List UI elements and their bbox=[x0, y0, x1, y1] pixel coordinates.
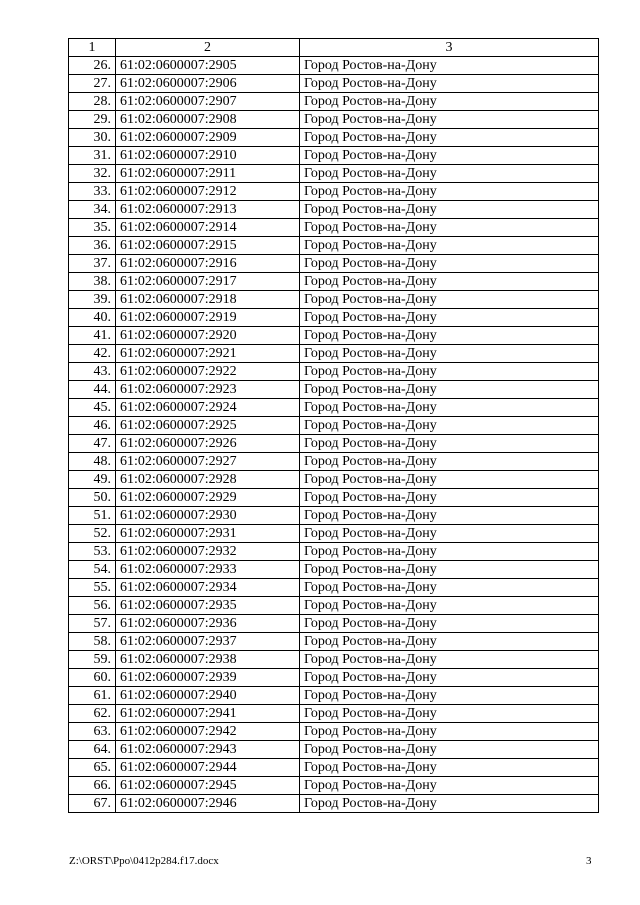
table-row bbox=[69, 129, 599, 147]
row-number-cell: 28. bbox=[69, 93, 116, 111]
table-row bbox=[69, 57, 599, 75]
cadastral-number-cell: 61:02:0600007:2928 bbox=[116, 471, 300, 489]
cadastral-number-cell: 61:02:0600007:2944 bbox=[116, 759, 300, 777]
table-row bbox=[69, 417, 599, 435]
table-row bbox=[69, 93, 599, 111]
cadastral-number-cell: 61:02:0600007:2926 bbox=[116, 435, 300, 453]
row-number-cell: 44. bbox=[69, 381, 116, 399]
cadastral-number-cell: 61:02:0600007:2932 bbox=[116, 543, 300, 561]
row-number-cell: 32. bbox=[69, 165, 116, 183]
location-cell: Город Ростов-на-Дону bbox=[300, 219, 599, 237]
location-cell: Город Ростов-на-Дону bbox=[300, 111, 599, 129]
location-cell: Город Ростов-на-Дону bbox=[300, 255, 599, 273]
row-number-cell: 40. bbox=[69, 309, 116, 327]
row-number-cell: 60. bbox=[69, 669, 116, 687]
cadastral-number-cell: 61:02:0600007:2931 bbox=[116, 525, 300, 543]
location-cell: Город Ростов-на-Дону bbox=[300, 201, 599, 219]
location-cell: Город Ростов-на-Дону bbox=[300, 669, 599, 687]
row-number-cell: 51. bbox=[69, 507, 116, 525]
footer-file-path: Z:\ORST\Ppo\0412p284.f17.docx bbox=[69, 855, 219, 867]
table-row bbox=[69, 165, 599, 183]
table-row bbox=[69, 597, 599, 615]
table-row bbox=[69, 75, 599, 93]
table-row bbox=[69, 651, 599, 669]
table-row bbox=[69, 255, 599, 273]
row-number-cell: 39. bbox=[69, 291, 116, 309]
location-cell: Город Ростов-на-Дону bbox=[300, 489, 599, 507]
location-cell: Город Ростов-на-Дону bbox=[300, 399, 599, 417]
row-number-cell: 41. bbox=[69, 327, 116, 345]
cadastral-number-cell: 61:02:0600007:2933 bbox=[116, 561, 300, 579]
table-row bbox=[69, 615, 599, 633]
row-number-cell: 52. bbox=[69, 525, 116, 543]
row-number-cell: 49. bbox=[69, 471, 116, 489]
location-cell: Город Ростов-на-Дону bbox=[300, 741, 599, 759]
table-row bbox=[69, 543, 599, 561]
table-row bbox=[69, 525, 599, 543]
cadastral-number-cell: 61:02:0600007:2925 bbox=[116, 417, 300, 435]
row-number-cell: 38. bbox=[69, 273, 116, 291]
location-cell: Город Ростов-на-Дону bbox=[300, 543, 599, 561]
cadastral-number-cell: 61:02:0600007:2922 bbox=[116, 363, 300, 381]
table-row bbox=[69, 327, 599, 345]
row-number-cell: 33. bbox=[69, 183, 116, 201]
row-number-cell: 65. bbox=[69, 759, 116, 777]
cadastral-number-cell: 61:02:0600007:2906 bbox=[116, 75, 300, 93]
cadastral-number-cell: 61:02:0600007:2918 bbox=[116, 291, 300, 309]
row-number-cell: 55. bbox=[69, 579, 116, 597]
table-row bbox=[69, 273, 599, 291]
location-cell: Город Ростов-на-Дону bbox=[300, 687, 599, 705]
location-cell: Город Ростов-на-Дону bbox=[300, 417, 599, 435]
table-row bbox=[69, 579, 599, 597]
table-row bbox=[69, 489, 599, 507]
cadastral-number-cell: 61:02:0600007:2912 bbox=[116, 183, 300, 201]
row-number-cell: 43. bbox=[69, 363, 116, 381]
row-number-cell: 66. bbox=[69, 777, 116, 795]
row-number-cell: 63. bbox=[69, 723, 116, 741]
cadastral-number-cell: 61:02:0600007:2905 bbox=[116, 57, 300, 75]
location-cell: Город Ростов-на-Дону bbox=[300, 561, 599, 579]
cadastral-number-cell: 61:02:0600007:2921 bbox=[116, 345, 300, 363]
cadastral-number-cell: 61:02:0600007:2913 bbox=[116, 201, 300, 219]
row-number-cell: 30. bbox=[69, 129, 116, 147]
table-row bbox=[69, 399, 599, 417]
parcel-table-body bbox=[69, 39, 599, 813]
location-cell: Город Ростов-на-Дону bbox=[300, 327, 599, 345]
cadastral-number-cell: 61:02:0600007:2937 bbox=[116, 633, 300, 651]
location-cell: Город Ростов-на-Дону bbox=[300, 363, 599, 381]
table-row bbox=[69, 309, 599, 327]
location-cell: Город Ростов-на-Дону bbox=[300, 237, 599, 255]
table-row bbox=[69, 381, 599, 399]
location-cell: Город Ростов-на-Дону bbox=[300, 291, 599, 309]
location-cell: Город Ростов-на-Дону bbox=[300, 273, 599, 291]
location-cell: Город Ростов-на-Дону bbox=[300, 345, 599, 363]
header-cell-location: 3 bbox=[300, 39, 599, 57]
table-row bbox=[69, 741, 599, 759]
table-row bbox=[69, 435, 599, 453]
cadastral-number-cell: 61:02:0600007:2935 bbox=[116, 597, 300, 615]
cadastral-number-cell: 61:02:0600007:2930 bbox=[116, 507, 300, 525]
location-cell: Город Ростов-на-Дону bbox=[300, 525, 599, 543]
table-row bbox=[69, 201, 599, 219]
table-row bbox=[69, 345, 599, 363]
table-row bbox=[69, 561, 599, 579]
cadastral-number-cell: 61:02:0600007:2911 bbox=[116, 165, 300, 183]
footer-page-number: 3 bbox=[586, 855, 592, 867]
row-number-cell: 29. bbox=[69, 111, 116, 129]
table-row bbox=[69, 183, 599, 201]
location-cell: Город Ростов-на-Дону bbox=[300, 795, 599, 813]
cadastral-number-cell: 61:02:0600007:2917 bbox=[116, 273, 300, 291]
location-cell: Город Ростов-на-Дону bbox=[300, 723, 599, 741]
parcel-table bbox=[68, 38, 599, 813]
location-cell: Город Ростов-на-Дону bbox=[300, 759, 599, 777]
cadastral-number-cell: 61:02:0600007:2936 bbox=[116, 615, 300, 633]
location-cell: Город Ростов-на-Дону bbox=[300, 615, 599, 633]
row-number-cell: 27. bbox=[69, 75, 116, 93]
row-number-cell: 59. bbox=[69, 651, 116, 669]
location-cell: Город Ростов-на-Дону bbox=[300, 471, 599, 489]
row-number-cell: 48. bbox=[69, 453, 116, 471]
cadastral-number-cell: 61:02:0600007:2934 bbox=[116, 579, 300, 597]
location-cell: Город Ростов-на-Дону bbox=[300, 129, 599, 147]
row-number-cell: 31. bbox=[69, 147, 116, 165]
row-number-cell: 53. bbox=[69, 543, 116, 561]
row-number-cell: 45. bbox=[69, 399, 116, 417]
row-number-cell: 56. bbox=[69, 597, 116, 615]
cadastral-number-cell: 61:02:0600007:2919 bbox=[116, 309, 300, 327]
table-row bbox=[69, 705, 599, 723]
location-cell: Город Ростов-на-Дону bbox=[300, 309, 599, 327]
table-row bbox=[69, 111, 599, 129]
location-cell: Город Ростов-на-Дону bbox=[300, 777, 599, 795]
row-number-cell: 46. bbox=[69, 417, 116, 435]
location-cell: Город Ростов-на-Дону bbox=[300, 75, 599, 93]
location-cell: Город Ростов-на-Дону bbox=[300, 705, 599, 723]
table-row bbox=[69, 237, 599, 255]
location-cell: Город Ростов-на-Дону bbox=[300, 165, 599, 183]
location-cell: Город Ростов-на-Дону bbox=[300, 381, 599, 399]
location-cell: Город Ростов-на-Дону bbox=[300, 183, 599, 201]
cadastral-number-cell: 61:02:0600007:2942 bbox=[116, 723, 300, 741]
table-row bbox=[69, 669, 599, 687]
row-number-cell: 50. bbox=[69, 489, 116, 507]
cadastral-number-cell: 61:02:0600007:2920 bbox=[116, 327, 300, 345]
row-number-cell: 35. bbox=[69, 219, 116, 237]
cadastral-number-cell: 61:02:0600007:2908 bbox=[116, 111, 300, 129]
row-number-cell: 54. bbox=[69, 561, 116, 579]
cadastral-number-cell: 61:02:0600007:2938 bbox=[116, 651, 300, 669]
cadastral-number-cell: 61:02:0600007:2943 bbox=[116, 741, 300, 759]
table-row bbox=[69, 795, 599, 813]
cadastral-number-cell: 61:02:0600007:2909 bbox=[116, 129, 300, 147]
cadastral-number-cell: 61:02:0600007:2907 bbox=[116, 93, 300, 111]
cadastral-number-cell: 61:02:0600007:2946 bbox=[116, 795, 300, 813]
header-cell-cadastral: 2 bbox=[116, 39, 300, 57]
location-cell: Город Ростов-на-Дону bbox=[300, 435, 599, 453]
row-number-cell: 26. bbox=[69, 57, 116, 75]
row-number-cell: 34. bbox=[69, 201, 116, 219]
cadastral-number-cell: 61:02:0600007:2923 bbox=[116, 381, 300, 399]
table-row bbox=[69, 291, 599, 309]
table-row bbox=[69, 759, 599, 777]
row-number-cell: 62. bbox=[69, 705, 116, 723]
location-cell: Город Ростов-на-Дону bbox=[300, 579, 599, 597]
cadastral-number-cell: 61:02:0600007:2945 bbox=[116, 777, 300, 795]
location-cell: Город Ростов-на-Дону bbox=[300, 147, 599, 165]
row-number-cell: 67. bbox=[69, 795, 116, 813]
table-row bbox=[69, 147, 599, 165]
cadastral-number-cell: 61:02:0600007:2924 bbox=[116, 399, 300, 417]
table-row bbox=[69, 723, 599, 741]
cadastral-number-cell: 61:02:0600007:2910 bbox=[116, 147, 300, 165]
location-cell: Город Ростов-на-Дону bbox=[300, 597, 599, 615]
location-cell: Город Ростов-на-Дону bbox=[300, 453, 599, 471]
table-row bbox=[69, 507, 599, 525]
row-number-cell: 64. bbox=[69, 741, 116, 759]
cadastral-number-cell: 61:02:0600007:2927 bbox=[116, 453, 300, 471]
header-cell-number: 1 bbox=[69, 39, 116, 57]
cadastral-number-cell: 61:02:0600007:2929 bbox=[116, 489, 300, 507]
cadastral-number-cell: 61:02:0600007:2939 bbox=[116, 669, 300, 687]
cadastral-number-cell: 61:02:0600007:2915 bbox=[116, 237, 300, 255]
table-row bbox=[69, 219, 599, 237]
row-number-cell: 36. bbox=[69, 237, 116, 255]
cadastral-number-cell: 61:02:0600007:2914 bbox=[116, 219, 300, 237]
location-cell: Город Ростов-на-Дону bbox=[300, 507, 599, 525]
row-number-cell: 58. bbox=[69, 633, 116, 651]
row-number-cell: 61. bbox=[69, 687, 116, 705]
location-cell: Город Ростов-на-Дону bbox=[300, 57, 599, 75]
location-cell: Город Ростов-на-Дону bbox=[300, 93, 599, 111]
table-row bbox=[69, 453, 599, 471]
row-number-cell: 37. bbox=[69, 255, 116, 273]
table-row bbox=[69, 633, 599, 651]
cadastral-number-cell: 61:02:0600007:2941 bbox=[116, 705, 300, 723]
location-cell: Город Ростов-на-Дону bbox=[300, 633, 599, 651]
cadastral-number-cell: 61:02:0600007:2940 bbox=[116, 687, 300, 705]
location-cell: Город Ростов-на-Дону bbox=[300, 651, 599, 669]
table-row bbox=[69, 471, 599, 489]
row-number-cell: 47. bbox=[69, 435, 116, 453]
row-number-cell: 42. bbox=[69, 345, 116, 363]
table-header-row bbox=[69, 39, 599, 57]
table-row bbox=[69, 363, 599, 381]
table-row bbox=[69, 777, 599, 795]
cadastral-number-cell: 61:02:0600007:2916 bbox=[116, 255, 300, 273]
table-row bbox=[69, 687, 599, 705]
row-number-cell: 57. bbox=[69, 615, 116, 633]
